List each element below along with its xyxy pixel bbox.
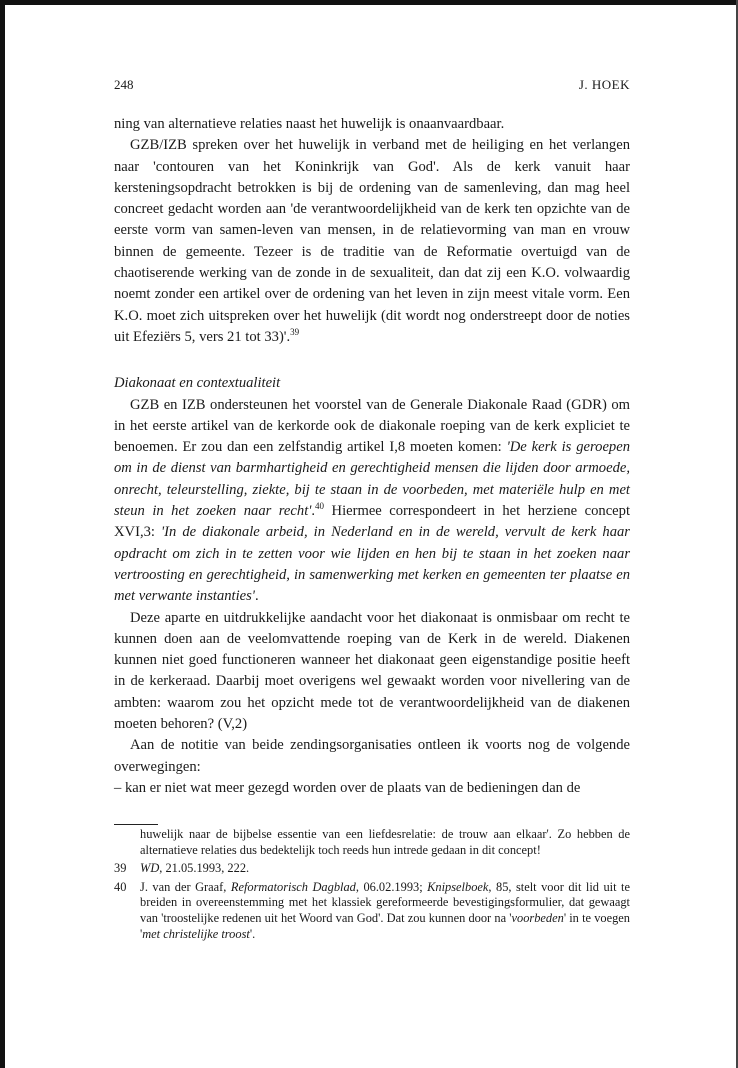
quote-artikel-1-8: 'De kerk is geroepen om in de dienst van barmhartigheid en gerechtigheid mensen die lijden door armoede, onrecht, teleurstelling, ziekte, bij te staan in de voorbeden, met materiële hulp en met steun in het zoeken naar recht': [114, 439, 631, 520]
footnote-text: '.: [249, 926, 256, 941]
footnote-text: , 21.05.1993, 222.: [159, 861, 250, 876]
footnote-quote: voorbeden: [511, 910, 564, 925]
footnote-source: Knipselboek: [427, 879, 489, 894]
paragraph-text: Hiermee correspondeert in het herziene concept XVI,3:: [114, 503, 630, 541]
paragraph-diakonaat: GZB en IZB ondersteunen het voorstel van de Generale Diakonale Raad (GDR) om in het eerste artikel van de kerkorde ook de diakonale roeping van de kerk expliciet te benoemen. Er zou dan een zelfstandig artikel I,8 moeten komen: 'De kerk is geroepen om in de dienst van barmhartigheid en gerechtigheid mensen die lijden door armoede, onrecht, teleurstelling, ziekte, bij te staan in de voorbeden, met materiële hulp en met steun in het zoeken naar recht'.$^{40}$ Hiermee correspondeert in het herziene concept XVI,3: 'In de diakonale arbeid, in Nederland en in de wereld, vervult de kerk haar opdracht om zich in te zetten voor wie lijden en hen bij te staan in het zoeken naar vertroosting en gerechtigheid, in samenwerking met kerken en gemeenten ter plaatse en met verwante instanties'.: [114, 396, 631, 605]
footnote-source: WD: [140, 861, 160, 876]
footnote-40: [114, 880, 630, 942]
quote-concept-xvi-3: 'In de diakonale arbeid, in Nederland en in de wereld, vervult de kerk haar opdracht om zich in te zetten voor wie lijden en hen bij te staan in het zoeken naar vertroosting en gerechtigheid, in samenwerking met kerken en gemeenten ter plaatse en met verwante instanties': [114, 524, 630, 605]
paragraph-text: .: [254, 588, 259, 605]
footnote-ref-39: 39: [290, 326, 300, 337]
section-title: Diakonaat en contextualiteit: [114, 375, 281, 392]
footnote-text: ' in te voegen ': [140, 910, 630, 941]
footnote-text: , 06.02.1993;: [355, 879, 428, 894]
footnote-ref-40: 40: [315, 501, 325, 512]
scan-border-top: [0, 0, 738, 5]
paragraph-overwegingen: Aan de notitie van beide zendingsorganisaties ontleen ik voorts nog de volgende overwegingen:: [114, 737, 630, 775]
footnote-text: huwelijk naar de bijbelse essentie van een liefdesrelatie: de trouw aan elkaar'. Zo hebben de alternatieve relaties dus bedektelijk toch reeds hun intrede gedaan in dit concept!: [140, 827, 630, 857]
list-item: – kan er niet wat meer gezegd worden over de plaats van de bedieningen dan de: [114, 779, 581, 796]
footnote-number: 40: [114, 879, 127, 894]
paragraph-text: GZB/IZB spreken over het huwelijk in verband met de heiliging en het verlangen naar 'contouren van het Koninkrijk van God'. Als de kerk vanuit haar kersteningsopdracht betrokken is bij de ordening van de samenleving, dan mag heel concreet gedacht worden aan 'de verantwoordelijkheid van de kerk ten opzichte van de eerste vorm van samen-leven van mensen, in de relatievorming van man en vrouw binnen de gemeente. Tezeer is de traditie van de Reformatie overtuigd van de chaotiserende werking van de zonde in de sexualiteit, dan dat zij een K.O. volwaardig noemt zonder een artikel over de ordening van het leven in zijn meest vitale vorm. Een K.O. moet zich uitspreken over het huwelijk (dit wordt nog onderstreept door de noties uit Efeziërs 5, vers 21 tot 33)'.: [114, 137, 630, 345]
paragraph-text: GZB en IZB ondersteunen het voorstel van de Generale Diakonale Raad (GDR) om in het eerste artikel van de kerkorde ook de diakonale roeping van de kerk expliciet te benoemen. Er zou dan een zelfstandig artikel I,8 moeten komen:: [114, 396, 630, 456]
paragraph-continuation: ning van alternatieve relaties naast het huwelijk is onaanvaardbaar.: [114, 116, 505, 132]
footnote-number: 39: [114, 861, 127, 876]
footnote-text: J. van der Graaf,: [140, 879, 231, 894]
running-head-author: J. HOEK: [578, 77, 630, 92]
paragraph-aparte-aandacht: Deze aparte en uitdrukkelijke aandacht voor het diakonaat is onmisbaar om recht te kunnen doen aan de veelomvattende roeping van de Kerk in de wereld. Diakenen kunnen niet goed functioneren wanneer het diakonaat geen eigenstandige positie heeft in de kerkeraad. Daarbij moet overigens wel gewaakt worden voor nivellering van de ambten: waarom zou het opzicht mede tot de verantwoordelijkheid van de diakenen moeten behoren? (V,2): [114, 609, 630, 733]
page-number: 248: [114, 77, 134, 92]
footnote-continuation: [114, 827, 630, 858]
body-text: [114, 114, 630, 799]
footnote-39: [114, 861, 630, 877]
footnote-source: Reformatorisch Dagblad: [230, 879, 356, 894]
footnote-divider: [114, 824, 158, 825]
paragraph-gzb-izb-huwelijk: [114, 135, 630, 348]
footnotes: [114, 827, 630, 942]
footnote-text: , 85, stelt voor dit lid uit te breiden in overeenstemming met het klassiek gereformeerde bevestigingsformulier, dat gewaagt van 'troostelijke redenen uit het Woord van God'. Dat zou kunnen door na ': [140, 879, 630, 925]
footnote-quote: met christelijke troost: [142, 926, 250, 941]
scan-border-left: [0, 0, 5, 1068]
